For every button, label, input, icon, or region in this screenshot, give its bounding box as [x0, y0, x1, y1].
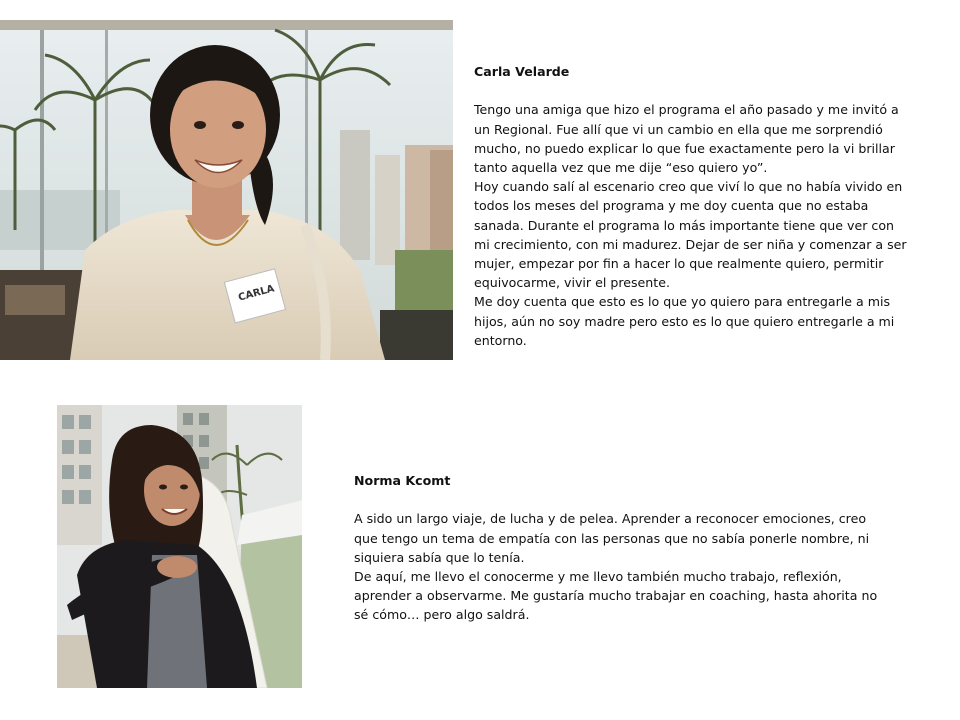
testimonial-line: entorno. [474, 332, 527, 348]
testimonial-line: hijos, aún no soy madre pero esto es lo que quiero entregarle a mi [474, 313, 895, 329]
carla-velarde-photo [0, 20, 453, 360]
testimonial-carla [474, 62, 924, 350]
name-badge-label: CARLA [237, 283, 276, 304]
testimonial-line: mujer, empezar por fin a hacer lo que realmente quiero, permitir [474, 256, 884, 272]
testimonial-line: Tengo una amiga que hizo el programa el año pasado y me invitó a [474, 102, 899, 118]
testimonial-name: Carla Velarde [474, 64, 570, 79]
testimonial-line: A sido un largo viaje, de lucha y de pelea. Aprender a reconocer emociones, creo [354, 511, 867, 527]
testimonial-line: que tengo un tema de empatía con las personas que no sabía ponerle nombre, ni [354, 530, 870, 546]
testimonial-line: tanto aquella vez que me dije “eso quiero yo”. [474, 160, 768, 175]
testimonial-line: Hoy cuando salí al escenario creo que viví lo que no había vivido en [474, 179, 903, 195]
testimonial-line: sé cómo… pero algo saldrá. [354, 607, 530, 623]
norma-kcomt-photo [57, 405, 302, 688]
testimonial-name: Norma Kcomt [354, 473, 451, 488]
testimonial-line: siquiera sabía que lo tenía. [354, 549, 525, 565]
testimonial-line: mucho, no puedo explicar lo que fue exactamente pero la vi brillar [474, 140, 895, 156]
testimonial-norma [354, 471, 914, 625]
testimonial-line: mi crecimiento, con mi madurez. Dejar de ser niña y comenzar a ser [474, 236, 907, 252]
testimonial-line: Me doy cuenta que esto es lo que yo quiero para entregarle a mis [474, 294, 891, 310]
testimonial-line: todos los meses del programa y me doy cuenta que no estaba [474, 198, 869, 214]
testimonial-line: un Regional. Fue allí que vi un cambio en ella que me sorprendió [474, 121, 883, 137]
testimonial-line: aprender a observarme. Me gustaría mucho trabajar en coaching, hasta ahorita no [354, 588, 878, 604]
testimonial-line: De aquí, me llevo el conocerme y me llevo también mucho trabajo, reflexión, [354, 569, 842, 584]
testimonial-line: sanada. Durante el programa lo más importante tiene que ver con [474, 217, 895, 233]
testimonial-line: equivocarme, vivir el presente. [474, 275, 670, 291]
